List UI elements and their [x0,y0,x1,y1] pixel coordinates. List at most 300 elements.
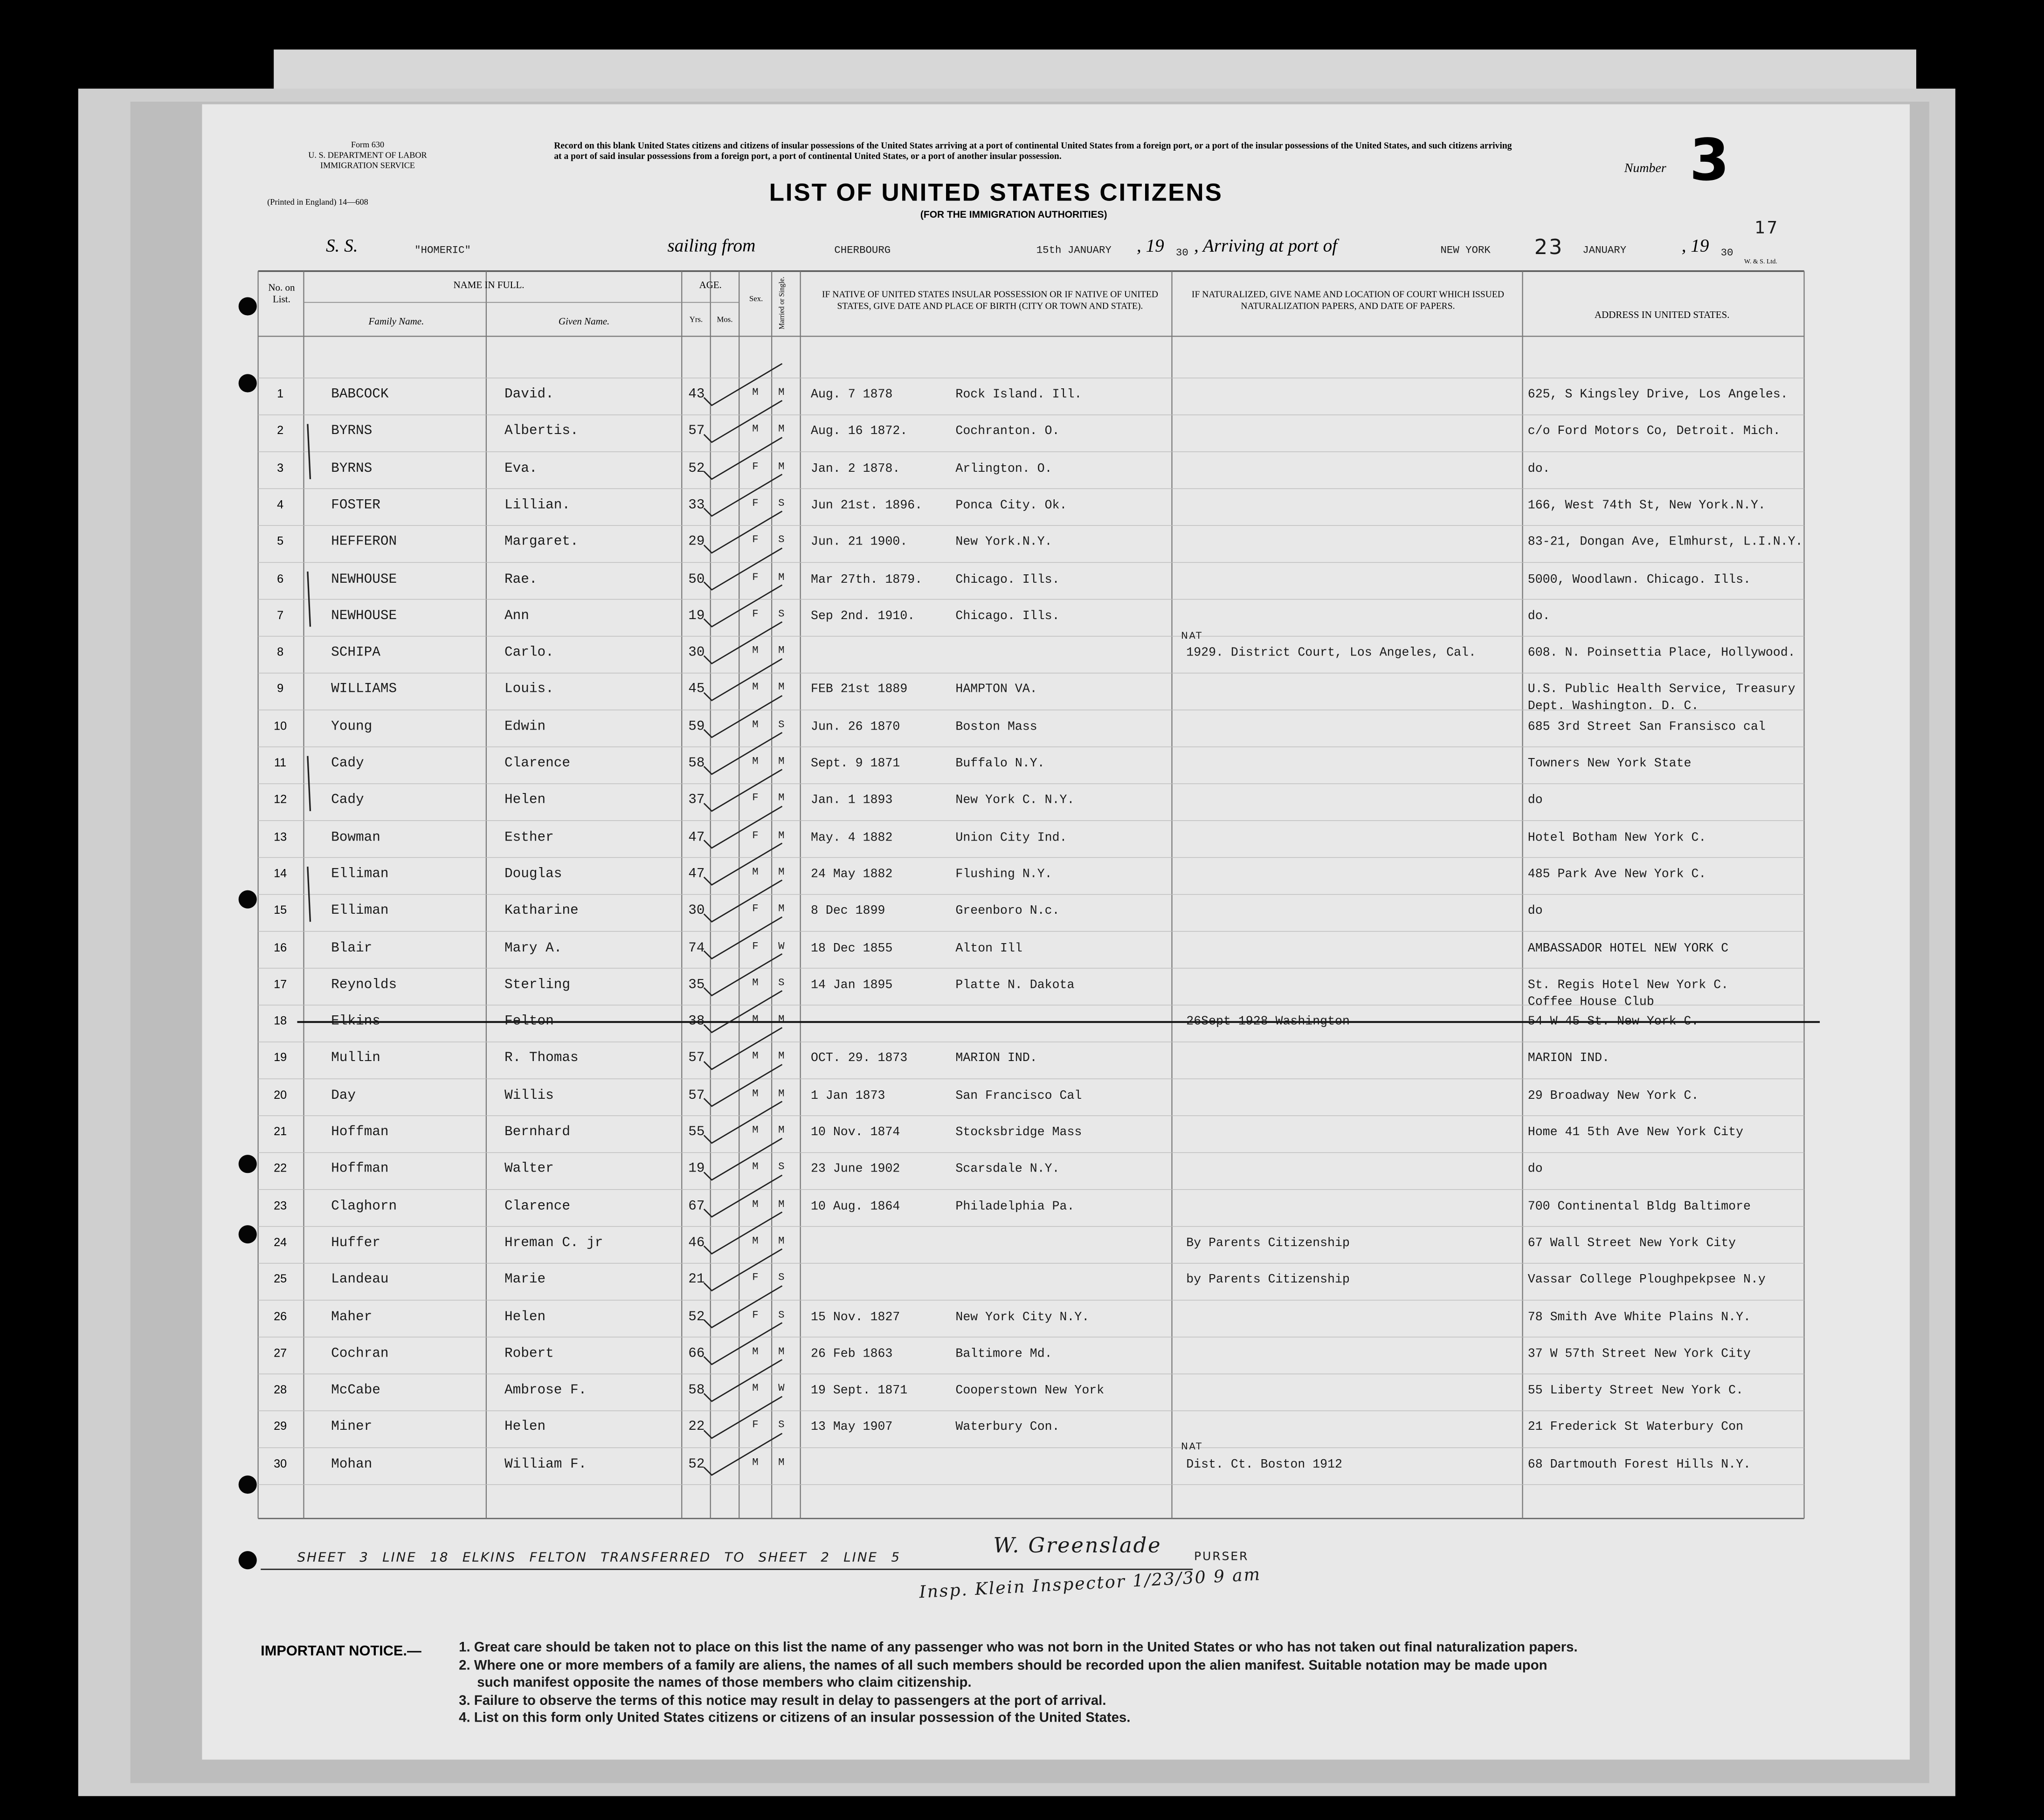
birth-date: 15 Nov. 1827 [811,1309,900,1324]
birth-date: 8 Dec 1899 [811,903,885,918]
family-name: Mohan [331,1456,373,1473]
row-number: 24 [274,1235,287,1249]
marital-status: W [778,1383,785,1395]
given-name: Louis. [504,682,554,698]
birth-date: Jun. 26 1870 [811,719,900,734]
given-name: David. [504,387,554,403]
sex: M [752,1051,759,1063]
birth-date: 18 Dec 1855 [811,940,893,955]
row-number: 5 [277,534,284,548]
birth-place: Rock Island. Ill. [955,387,1082,402]
row-number: 26 [274,1309,287,1323]
marital-status: M [778,1088,785,1100]
age: 55 [688,1124,705,1141]
marital-status: S [778,1272,785,1284]
age: 35 [688,977,705,993]
row-number: 29 [274,1420,287,1433]
address: do [1527,1161,1543,1176]
row-number: 16 [274,940,287,954]
birth-place: HAMPTON VA. [955,682,1037,697]
birth-date: 24 May 1882 [811,866,893,881]
given-name: Ann [504,608,529,624]
row-number: 9 [277,682,284,696]
sex: M [752,1088,759,1100]
age: 52 [688,1309,705,1325]
birth-place: New York.N.Y. [955,534,1052,549]
sail-date: 15th JANUARY [1036,245,1112,257]
col-header-no: No. on List. [268,281,295,305]
given-name: Katharine [504,903,579,919]
year-prefix: , 19 [1137,237,1164,257]
row-number: 19 [274,1051,287,1064]
family-name: Day [331,1088,356,1104]
arrive-day: 23 [1534,234,1564,260]
family-name: BABCOCK [331,387,389,403]
birth-date: Aug. 16 1872. [811,424,908,439]
row-number: 15 [274,903,287,917]
given-name: Sterling [504,977,570,993]
age: 33 [688,497,705,514]
family-name: NEWHOUSE [331,572,397,587]
family-name: McCabe [331,1383,380,1399]
address: 83-21, Dongan Ave, Elmhurst, L.I.N.Y. [1527,534,1803,549]
birth-date: Sept. 9 1871 [811,756,900,771]
check-mark [704,954,785,995]
sex: F [752,497,759,510]
sex: F [752,793,759,805]
sex: M [752,1161,759,1174]
arrive-year: 30 [1720,248,1733,260]
given-name: Helen [504,793,546,809]
marital-status: M [778,1124,785,1137]
naturalization: 26Sept 1928 Washington [1186,1014,1350,1029]
check-mark [704,1323,785,1364]
marital-status: S [778,1420,785,1432]
address: 55 Liberty Street New York C. [1527,1383,1744,1398]
family-name: Miner [331,1420,373,1436]
row-number: 30 [274,1456,287,1470]
row-number: 18 [274,1014,287,1027]
given-name: R. Thomas [504,1051,579,1067]
birth-date: 1 Jan 1873 [811,1088,885,1103]
birth-place: Platte N. Dakota [955,977,1075,992]
sex: M [752,1199,759,1211]
given-name: Rae. [504,572,538,587]
birth-date: 13 May 1907 [811,1420,893,1434]
marital-status: M [778,829,785,842]
given-name: Robert [504,1346,554,1362]
row-number: 27 [274,1346,287,1359]
printer-mark: W. & S. Ltd. [1744,259,1777,266]
marital-status: S [778,608,785,620]
age: 30 [688,903,705,919]
age: 45 [688,682,705,698]
address: St. Regis Hotel New York C. [1527,977,1729,992]
sex: M [752,1456,759,1469]
age: 58 [688,756,705,772]
page-subtitle: (FOR THE IMMIGRATION AUTHORITIES) [920,208,1107,221]
marital-status: W [778,940,785,952]
check-mark [704,622,785,663]
nat-mark: NAT [1181,1441,1203,1452]
col-header-name: NAME IN FULL. [453,279,525,291]
department: U. S. DEPARTMENT OF LABOR [308,151,427,160]
address: 54 W 45 St. New York C. [1527,1014,1699,1029]
service: IMMIGRATION SERVICE [320,161,415,171]
birth-place: MARION IND. [955,1051,1037,1066]
address: 21 Frederick St Waterbury Con [1527,1420,1744,1434]
row-number: 17 [274,977,287,991]
age: 38 [688,1014,705,1030]
notice-item: such manifest opposite the names of those members who claim citizenship. [477,1675,972,1691]
check-mark [704,807,785,848]
age: 19 [688,1161,705,1178]
birth-place: San Francisco Cal [955,1088,1082,1103]
notice-item: 1. Great care should be taken not to place on this list the name of any passenger who was not born in the United States or who has not taken out final naturalization papers. [459,1640,1578,1655]
check-mark [704,585,785,627]
address: 485 Park Ave New York C. [1527,866,1706,881]
marital-status: M [778,682,785,694]
marital-status: M [778,903,785,916]
birth-place: Boston Mass [955,719,1037,734]
family-name: Claghorn [331,1199,397,1214]
check-mark [704,659,785,700]
given-name: William F. [504,1456,587,1473]
sex: F [752,572,759,584]
sex: M [752,1346,759,1358]
given-name: Clarence [504,756,570,772]
birth-place: Cooperstown New York [955,1383,1105,1398]
col-header-mos: Mos. [717,317,733,325]
family-name: BYRNS [331,424,373,440]
check-mark [704,364,785,405]
address: Vassar College Ploughpekpsee N.y [1527,1272,1766,1287]
address: 700 Continental Bldg Baltimore [1527,1199,1751,1213]
birth-place: Chicago. Ills. [955,608,1060,623]
row-number: 21 [274,1124,287,1138]
address: 67 Wall Street New York City [1527,1235,1736,1250]
row-number: 11 [274,756,287,769]
address: 625, S Kingsley Drive, Los Angeles. [1527,387,1788,402]
age: 74 [688,940,705,956]
arriving-label: , Arriving at port of [1194,237,1338,257]
row-number: 20 [274,1088,287,1101]
family-name: Young [331,719,373,735]
birth-date: 19 Sept. 1871 [811,1383,908,1398]
row-number: 12 [274,793,287,806]
given-name: Mary A. [504,940,562,956]
birth-date: 10 Aug. 1864 [811,1199,900,1213]
address: 608. N. Poinsettia Place, Hollywood. [1527,645,1795,660]
check-mark [704,1027,785,1069]
printed-note: (Printed in England) 14—608 [267,198,368,207]
check-mark [704,991,785,1032]
birth-date: Jan. 2 1878. [811,461,900,476]
family-name: Reynolds [331,977,397,993]
address: Hotel Botham New York C. [1527,829,1706,844]
naturalization: By Parents Citizenship [1186,1235,1350,1250]
check-mark [704,1249,785,1290]
age: 47 [688,829,705,846]
row-number: 25 [274,1272,287,1286]
marital-status: M [778,1051,785,1063]
marital-status: M [778,866,785,879]
col-header-age: AGE. [699,279,722,291]
age: 67 [688,1199,705,1214]
arrive-month: JANUARY [1582,245,1627,257]
check-mark [704,1138,785,1180]
family-name: FOSTER [331,497,380,514]
given-name: Marie [504,1272,546,1288]
family-name: Blair [331,940,373,956]
sex: M [752,682,759,694]
sex: F [752,608,759,620]
sex: M [752,1014,759,1026]
family-name: WILLIAMS [331,682,397,698]
check-mark [704,1359,785,1401]
birth-place: Chicago. Ills. [955,572,1060,586]
birth-place: Ponca City. Ok. [955,497,1067,512]
col-header-address: ADDRESS IN UNITED STATES. [1594,309,1730,321]
address: do [1527,793,1543,807]
birth-place: Flushing N.Y. [955,866,1052,881]
age: 52 [688,461,705,477]
check-mark [704,548,785,590]
age: 30 [688,645,705,661]
age: 22 [688,1420,705,1436]
notice-item: 2. Where one or more members of a family are aliens, the names of all such members should be recorded upon the alien manifest. Suitable notation may be made upon [459,1657,1547,1673]
family-name: Cochran [331,1346,389,1362]
given-name: Helen [504,1420,546,1436]
birth-place: Greenboro N.c. [955,903,1060,918]
birth-date: OCT. 29. 1873 [811,1051,908,1066]
family-name: SCHIPA [331,645,380,661]
age: 57 [688,424,705,440]
age: 43 [688,387,705,403]
given-name: Ambrose F. [504,1383,587,1399]
family-name: Hoffman [331,1161,389,1178]
ship-name: "HOMERIC" [414,245,471,257]
age: 57 [688,1088,705,1104]
day-mark: 17 [1754,219,1779,239]
marital-status: S [778,719,785,731]
purser-label: PURSER [1194,1551,1249,1565]
address: AMBASSADOR HOTEL NEW YORK C [1527,940,1729,955]
check-mark [704,843,785,885]
marital-status: M [778,424,785,436]
check-mark [704,1286,785,1327]
birth-date: May. 4 1882 [811,829,893,844]
address: 37 W 57th Street New York City [1527,1346,1751,1361]
birth-place: Buffalo N.Y. [955,756,1045,771]
given-name: Willis [504,1088,554,1104]
marital-status: M [778,793,785,805]
check-mark [704,1212,785,1254]
family-name: HEFFERON [331,534,397,551]
age: 50 [688,572,705,587]
row-number: 7 [277,608,284,622]
sex: F [752,534,759,547]
family-name: Huffer [331,1235,380,1251]
check-mark [704,1434,785,1475]
sheet-number: 3 [1689,127,1730,194]
naturalization: 1929. District Court, Los Angeles, Cal. [1186,645,1476,660]
birth-date: Jan. 1 1893 [811,793,893,807]
check-mark [704,880,785,922]
given-name: Margaret. [504,534,579,551]
naturalization: by Parents Citizenship [1186,1272,1350,1287]
address: Home 41 5th Ave New York City [1527,1124,1744,1139]
age: 57 [688,1051,705,1067]
birth-place: Alton Ill [955,940,1022,955]
family-name: Hoffman [331,1124,389,1141]
birth-place: Cochranton. O. [955,424,1060,439]
age: 21 [688,1272,705,1288]
marital-status: M [778,1235,785,1248]
given-name: Albertis. [504,424,579,440]
port-from: CHERBOURG [834,245,891,257]
check-mark [704,696,785,737]
marital-status: S [778,1309,785,1321]
naturalization: Dist. Ct. Boston 1912 [1186,1456,1343,1471]
address-line2: Coffee House Club [1527,994,1654,1009]
sex: M [752,866,759,879]
col-header-married: Married or Single. [779,276,787,330]
birth-place: Waterbury Con. [955,1420,1060,1434]
transfer-note: SHEET 3 LINE 18 ELKINS FELTON TRANSFERRED TO SHEET 2 LINE 5 [297,1551,901,1565]
birth-place: Union City Ind. [955,829,1067,844]
birth-place: New York City N.Y. [955,1309,1090,1324]
check-mark [704,1397,785,1438]
address: 685 3rd Street San Fransisco cal [1527,719,1766,734]
ss-label: S. S. [325,237,358,257]
marital-status: M [778,1199,785,1211]
sex: M [752,1235,759,1248]
row-number: 4 [277,497,284,511]
page-title: LIST OF UNITED STATES CITIZENS [769,179,1223,207]
family-name: Elkins [331,1014,380,1030]
check-mark [704,437,785,479]
notice-item: 3. Failure to observe the terms of this notice may result in delay to passengers at the port of arrival. [459,1692,1106,1709]
birth-place: New York C. N.Y. [955,793,1075,807]
birth-date: 10 Nov. 1874 [811,1124,900,1139]
birth-place: Baltimore Md. [955,1346,1052,1361]
address: 29 Broadway New York C. [1527,1088,1699,1103]
family-name: Maher [331,1309,373,1325]
row-number: 23 [274,1199,287,1212]
age: 37 [688,793,705,809]
sex: F [752,903,759,916]
birth-date: FEB 21st 1889 [811,682,908,697]
family-name: Landeau [331,1272,389,1288]
sex: M [752,1383,759,1395]
marital-status: M [778,572,785,584]
sex: M [752,645,759,657]
sex: F [752,461,759,473]
address: Towners New York State [1527,756,1692,771]
address: 68 Dartmouth Forest Hills N.Y. [1527,1456,1751,1471]
age: 66 [688,1346,705,1362]
birth-date: Mar 27th. 1879. [811,572,923,586]
age: 52 [688,1456,705,1473]
birth-date: 23 June 1902 [811,1161,900,1176]
birth-place: Philadelphia Pa. [955,1199,1075,1213]
address: do [1527,903,1543,918]
given-name: Eva. [504,461,538,477]
marital-status: M [778,756,785,768]
age: 29 [688,534,705,551]
marital-status: S [778,1161,785,1174]
purser-signature: W. Greenslade [993,1532,1162,1558]
col-header-naturalized: IF NATURALIZED, GIVE NAME AND LOCATION OF COURT WHICH ISSUED NATURALIZATION PAPERS, AND DATE OF PAPERS. [1191,289,1504,312]
notice-item: 4. List on this form only United States citizens or citizens of an insular possession of the United States. [459,1710,1131,1726]
marital-status: M [778,1346,785,1358]
given-name: Hreman C. jr [504,1235,603,1251]
row-number: 28 [274,1383,287,1396]
birth-date: 26 Feb 1863 [811,1346,893,1361]
given-name: Helen [504,1309,546,1325]
marital-status: M [778,1014,785,1026]
row-number: 6 [277,572,284,585]
family-name: Elliman [331,866,389,882]
family-name: BYRNS [331,461,373,477]
marital-status: M [778,645,785,657]
row-number: 14 [274,866,287,880]
family-name: NEWHOUSE [331,608,397,624]
sex: M [752,1124,759,1137]
marital-status: M [778,461,785,473]
row-number: 1 [277,387,284,400]
col-header-given: Given Name. [558,315,610,327]
row-number: 2 [277,424,284,437]
check-mark [704,732,785,774]
birth-place: Arlington. O. [955,461,1052,476]
instructions-text: Record on this blank United States citizens and citizens of insular possessions of the United States arriving at a port of continental United States from a foreign port, or a port of the insular possessions of the United States, and such citizens arriving at a port of said insular possessions from a foreign port, a port of continental United States, or a port of another insular possession. [554,140,1512,162]
form-number: Form 630 [351,140,385,150]
age: 46 [688,1235,705,1251]
marital-status: S [778,534,785,547]
number-label: Number [1624,161,1666,176]
birth-date: Sep 2nd. 1910. [811,608,915,623]
family-name: Mullin [331,1051,380,1067]
age: 59 [688,719,705,735]
row-number: 13 [274,829,287,843]
age: 19 [688,608,705,624]
sex: F [752,1309,759,1321]
marital-status: S [778,977,785,989]
marital-status: M [778,387,785,399]
address-line2: Dept. Washington. D. C. [1527,699,1699,714]
sailing-label: sailing from [667,237,756,257]
address: 166, West 74th St, New York.N.Y. [1527,497,1766,512]
sex: M [752,387,759,399]
sex: F [752,1420,759,1432]
col-header-sex: Sex. [749,296,763,304]
address: 5000, Woodlawn. Chicago. Ills. [1527,572,1751,586]
col-header-family: Family Name. [368,315,424,327]
inspector-signature: Insp. Klein Inspector 1/23/30 9 am [918,1565,1262,1603]
given-name: Carlo. [504,645,554,661]
check-mark [704,474,785,516]
given-name: Felton [504,1014,554,1030]
row-number: 8 [277,645,284,659]
family-name: Cady [331,793,364,809]
birth-date: Jun. 21 1900. [811,534,908,549]
row-number: 3 [277,461,284,474]
sex: F [752,940,759,952]
address: do. [1527,608,1550,623]
sex: M [752,977,759,989]
